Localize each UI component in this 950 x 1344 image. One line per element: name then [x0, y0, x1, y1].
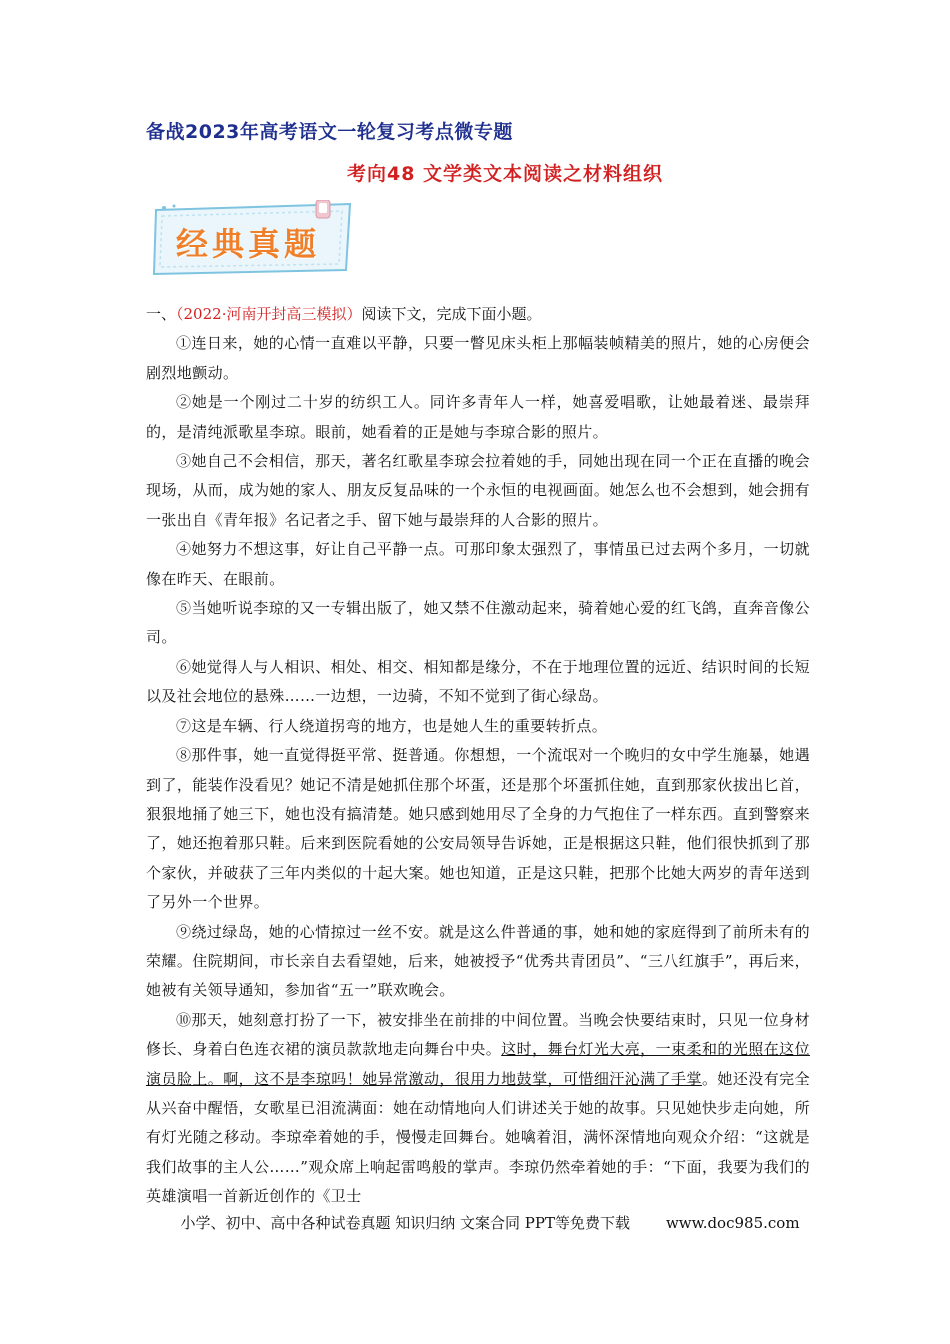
- paragraph-10-rest: 。她还没有完全从兴奋中醒悟，女歌星已泪流满面：她在动情地向人们讲述关于她的故事。只见她快步走向她，所有灯光随之移动。李琼牵着她的手，慢慢走回舞台。她噙着泪，满怀深情地向观众介绍：“这就是我们故事的主人公……”观众席上响起雷鸣般的掌声。李琼仍然牵着她的手：“下面，我要为我们的英雄演唱一首新近创作的《卫士: [146, 1069, 810, 1206]
- question-instruction: 阅读下文，完成下面小题。: [361, 305, 542, 323]
- banner-label: 经典真题: [176, 225, 321, 263]
- question-intro: [146, 300, 810, 329]
- paragraph-6: ⑥她觉得人与人相识、相处、相交、相知都是缘分，不在于地理位置的远近、结识时间的长短以及社会地位的悬殊……一边想，一边骑，不知不觉到了街心绿岛。: [146, 657, 810, 706]
- question-source: （2022·河南开封高三模拟）: [176, 305, 362, 323]
- document-topic-title: 考向48 文学类文本阅读之材料组织: [346, 163, 664, 185]
- paragraph-10: [146, 1006, 810, 1212]
- section-banner: [150, 200, 356, 276]
- reading-passage: [146, 300, 810, 1212]
- underlined-sentence: 这时，舞台灯光大亮，一束柔和的光照在这位演员脸上。啊，这不是李琼吗！她异常激动，很用力地鼓掌，可惜细汗沁满了手掌: [146, 1040, 810, 1088]
- paragraph-1: ①连日来，她的心情一直难以平静，只要一瞥见床头柜上那幅装帧精美的照片，她的心房便会剧烈地颤动。: [146, 334, 810, 382]
- document-series-title: 备战2023年高考语文一轮复习考点微专题: [146, 121, 513, 143]
- paragraph-9: ⑨绕过绿岛，她的心情掠过一丝不安。就是这么件普通的事，她和她的家庭得到了前所未有的荣耀。住院期间，市长亲自去看望她，后来，她被授予“优秀共青团员”、“三八红旗手”，再后来，她被有关领导通知，参加省“五一”联欢晚会。: [146, 922, 810, 1000]
- paragraph-7: ⑦这是车辆、行人绕道拐弯的地方，也是她人生的重要转折点。: [176, 716, 608, 735]
- paragraph-3: ③她自己不会相信，那天，著名红歌星李琼会拉着她的手，同她出现在同一个正在直播的晚会现场，从而，成为她的家人、朋友反复品味的一个永恒的电视画面。她怎么也不会想到，她会拥有一张出自《青年报》名记者之手、留下她与最崇拜的人合影的照片。: [146, 452, 810, 529]
- paragraph-4: ④她努力不想这事，好让自己平静一点。可那印象太强烈了，事情虽已过去两个多月，一切就像在昨天、在眼前。: [146, 540, 810, 588]
- question-number: 一、: [146, 305, 177, 323]
- footer-url[interactable]: www.doc985.com: [665, 1214, 800, 1232]
- paragraph-10-start: ⑩那天，她刻意打扮了一下，被安排坐在前排的中间位置。当晚会快要结束时，只见一位身材修长、身着白色连衣裙的演员款款地走向舞台中央。: [146, 1010, 810, 1059]
- footer-text: 小学、初中、高中各种试卷真题 知识归纳 文案合同 PPT等免费下载: [180, 1214, 630, 1232]
- paragraph-2: ②她是一个刚过二十岁的纺织工人。同许多青年人一样，她喜爱唱歌，让她最着迷、最崇拜的，是清纯派歌星李琼。眼前，她看着的正是她与李琼合影的照片。: [146, 393, 810, 441]
- paragraph-8: ⑧那件事，她一直觉得挺平常、挺普通。你想想，一个流氓对一个晚归的女中学生施暴，她遇到了，能装作没看见？她记不清是她抓住那个坏蛋，还是那个坏蛋抓住她，直到那家伙拔出匕首，狠狠地捅了她三下，她也没有搞清楚。她只感到她用尽了全身的力气抱住了一样东西。直到警察来了，她还抱着那只鞋。后来到医院看她的公安局领导告诉她，正是根据这只鞋，他们很快抓到了那个家伙，并破获了三年内类似的十起大案。她也知道，正是这只鞋，把那个比她大两岁的青年送到了另外一个世界。: [146, 746, 810, 912]
- paragraph-5: ⑤当她听说李琼的又一专辑出版了，她又禁不住激动起来，骑着她心爱的红飞鸽，直奔音像公司。: [146, 599, 810, 647]
- page-footer: [0, 1212, 950, 1233]
